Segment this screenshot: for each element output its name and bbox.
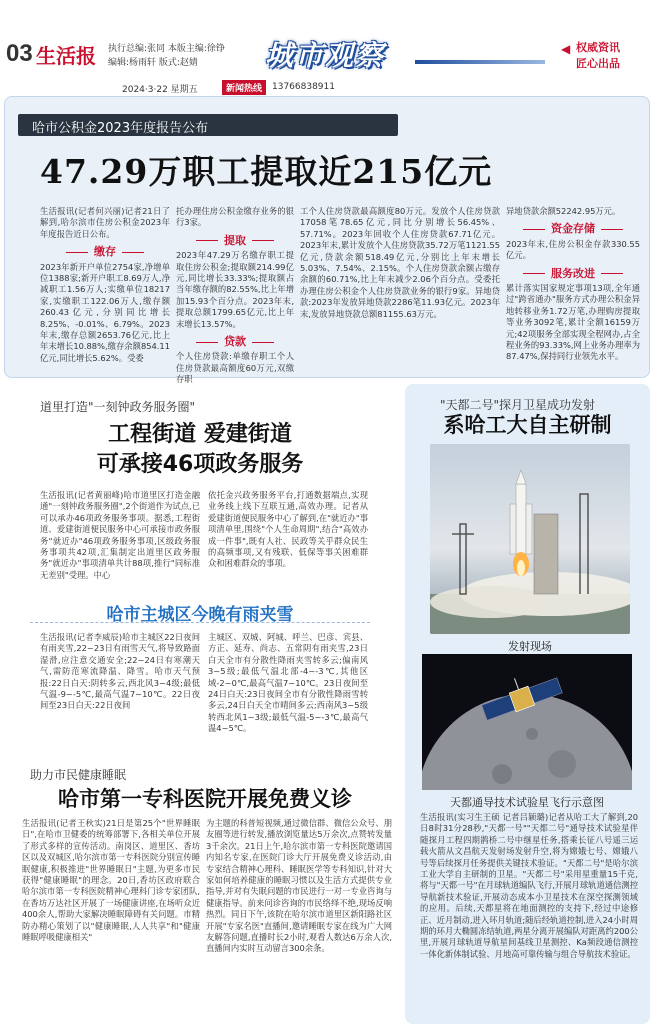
section-banner [265, 34, 555, 74]
hotline-number: 13766838911 [272, 82, 335, 92]
story1-kicker-bar [18, 114, 398, 136]
story1-savings-text: 2023年末,住房公积金存款330.55亿元。 [506, 238, 640, 261]
story2-kicker: 道里打造"一刻钟政务服务圈" [40, 400, 196, 414]
story1-lead: 生活报讯(记者何兴丽)记者21日了解到,哈尔滨市住房公积金2023年年度报告近日公布。 [40, 206, 170, 239]
slogan-arrow-icon: ◀ [561, 42, 571, 56]
story5-headline: 系哈工大自主研制 [443, 413, 612, 437]
story1-loan-text: 个人住房贷款:单缴存职工个人住房贷款最高额度60万元,双缴存职 [176, 351, 294, 385]
masthead [0, 0, 654, 95]
story5-kicker: "天都二号"探月卫星成功发射 [440, 398, 596, 412]
story1-column-4 [506, 206, 640, 363]
story3-column-1: 生活报讯(记者李威辰)哈市主城区22日夜间有雨夹雪,22~23日有雨雪天气,将导致路面湿滑,应注意交通安全;22~24日有寒潮天气,需防范寒流降温、降雪。哈市天气预报:22日白天:阴转多云,西北风3~4级;最低气温-9~-5℃,最高气温7~10℃。22日夜间至23日白天:22日夜间 [40, 632, 200, 711]
satellite-illustration [422, 654, 632, 790]
satellite-illustration-caption: 天都通导技术试验星飞行示意图 [450, 796, 604, 809]
story1-column-3 [300, 206, 500, 320]
story1-subhead-savings: 资金存储 [506, 223, 640, 234]
hotline-label: 新闻热线 [222, 80, 266, 95]
story1-subhead-deposit: 缴存 [40, 246, 170, 257]
page-number: 03 [6, 40, 33, 67]
story4-headline: 哈市第一专科医院开展免费义诊 [58, 787, 352, 811]
slogan [576, 40, 620, 72]
story1-column-1 [40, 206, 170, 364]
satellite-orbit-image [422, 654, 632, 790]
story5-column-1: 生活报讯(实习生王硕 记者吕颖璐)记者从哈工大了解到,20日8时31分28秒,"天都一号""天都二号"通导技术试验星伴随探月工程四期鹊桥二号中继星任务,搭乘长征八号遥三运载火箭从文昌航天发射场发射升空,将为嫦娥七号、嫦娥八号等后续探月任务提供关键技术验证。"天都二号"是哈尔滨工业大学自主研制的卫星。"天都二号"采用星重量15千克,将与"天都一号"在月球轨道编队飞行,开展月球轨道通信测控导航新技术验证,开展动态成本小卫星技术在深空探测领域的应用。后续,天都星将在地面测控的支持下,经过中途修正、近月制动,进入环月轨道;随后经轨道控制,进入24小时周期的环月大椭圆冻结轨道,两星分离开展编队对距离约200公里,开展月球轨道导航星间基线卫星测控、Ka频段通信测控一体化新体制试验、月地高可靠传输与组合导航技术验证。 [420, 812, 638, 959]
editor-line-1: 执行总编:张同 本版主编:徐铮 [108, 44, 225, 54]
story1-subhead-loan: 贷款 [176, 336, 294, 347]
slogan-line-1: 权威资讯 [576, 41, 620, 54]
story1-col4-text: 异地贷款余额52242.95万元。 [506, 206, 621, 216]
story1-subhead-withdraw: 提取 [176, 235, 294, 246]
story3-divider [30, 622, 370, 623]
slogan-line-2: 匠心出品 [576, 57, 620, 70]
editor-credits [108, 42, 225, 70]
story1-deposit-text: 2023年新开户单位2754家,净增单位1388家;新开户职工8.69万人,净减职工1.56万人;实缴单位18217家,实缴职工122.06万人,缴存额260.43亿元,分别同比增长8.25%、-0.01%、6.79%。2023年末,缴存总额2653.76亿元,比上年末增长10.88%,缴存余额854.11亿元,同比增长5.62%。受委 [40, 261, 170, 363]
story1-col2-text: 托办理住房公积金缴存业务的银行3家。 [176, 206, 294, 228]
story3-headline: 哈市主城区今晚有雨夹雪 [106, 605, 294, 625]
launch-photo-caption: 发射现场 [508, 640, 552, 653]
story2-headline-line-1: 工程街道 爱建街道 [108, 422, 292, 447]
story1-headline: 47.29万职工提取近215亿元 [40, 152, 493, 191]
newspaper-logo: 生活报 [36, 44, 96, 68]
story4-column-1: 生活报讯(记者王秋实)21日是第25个"世界睡眠日",在哈市卫健委的统筹部署下,各相关单位开展了形式多样的宣传活动。南岗区、道里区、香坊区以及双城区,哈尔滨市第一专科医院分别宣传睡眠健康,积极推进"世界睡眠日"主题,为更多市民获得"健康睡眠"的理念。20日,香坊区政府联合哈尔滨市第一专科医院精神心理科门诊专家团队,在香坊万达社区开展了一场健康讲座,在场听众近400余人,帮助大家解决睡眠障碍有关问题。市精防办精心策划了以"健康睡眠,人人共享"和"健康睡眠呼吸健康相关" [22, 818, 200, 943]
banner-decor-bar [415, 60, 545, 64]
story2-column-2: 依托金兴政务服务平台,打通数据端点,实现业务线上线下互联互通,高效办理。记者从爱建街道便民服务中心了解到,在"就近办"事项清单里,围绕"个人生命周期",结合"高效办成一件事",既有人社、民政等关乎群众民生的高频事项,又有残联、低保等事关困难群众和困难群众的事项。 [208, 490, 368, 569]
story1-column-2 [176, 206, 294, 386]
story2-column-1: 生活报讯(记者黄丽峰)哈市道里区打造金融通"一刻钟政务服务圈",2个街道作为试点,已可以承办46项政务服务事项。据悉,工程街道、爱建街道便民服务中心可承接市政务服务"就近办"46项政务服务事项,区级政务服务事项共42项,汇集制定出道里区政务服务"就近办"事项清单共计88项,推行"同标准无差别"受理。中心 [40, 490, 200, 580]
story2-headline-line-2: 可承接46项政务服务 [96, 452, 304, 477]
story1-withdraw-text: 2023年47.29万名缴存职工提取住房公积金;提取额214.99亿元,同比增长33.33%;提取额占当年缴存额的82.55%,比上年增加15.93个百分点。2023年末,提取总额1799.65亿元,比上年末增长13.57%。 [176, 250, 294, 329]
issue-date: 2024·3·22 星期五 [122, 85, 198, 95]
story3-column-2: 主城区、双城、阿城、呼兰、巴彦、宾县、方正、延寿、尚志、五常阴有雨夹雪,23日白天全市有分散性降雨夹雪转多云;偏南风3~5级;最低气温北部-4~-3℃,其他区域-2~0℃,最高气温7~10℃。23日夜间至24日白天:23日夜间全市有分散性降雨雪转多云,24日白天全市晴间多云;西南风3~5级转西北风1~3级;最低气温-5~-3℃,最高气温4~5℃。 [208, 632, 368, 734]
story1-kicker: 哈市公积金2023年度报告公布 [32, 121, 209, 136]
story2-headline [40, 420, 360, 480]
story4-column-2: 为主题的科普短视频,通过微信群、微信公众号、朋友圈等进行转发,播放浏览量达5万余次,点赞转发量3千余次。21日上午,哈尔滨市第一专科医院邀请国内知名专家,在医院门诊大厅开展免费义诊活动,由专家结合精神心理科、睡眠医学等专科知识,针对大家如何培养健康的睡眠习惯以及生活方式提供专业指导,并对有失眠问题的市民进行一对一专业咨询与健康指导。前来问诊咨询的市民络绎不绝,现场反响热烈。同日下午,该院在哈尔滨市道里区新阳路社区开展"专家名医"直播间,邀请睡眠专家在线为广大网友解答问题,直播时长2小时,观看人数达6万余人次,直播间内实时互动留言300余条。 [206, 818, 392, 954]
story1-subhead-service: 服务改进 [506, 268, 640, 279]
launch-photo [430, 444, 630, 634]
rocket-launch-image [430, 444, 630, 634]
story1-col3-text: 工个人住房贷款最高额度80万元。发放个人住房贷款17058笔78.65亿元,同比分别增长56.45%、57.71%。2023年回收个人住房贷款67.71亿元。2023年末,累计发放个人住房贷款35.72万笔1121.55亿元,贷款余额518.49亿元,分别比上年末增长5.03%、7.54%、2.15%。个人住房贷款余额占缴存余额的60.71%,比上年末减少2.06个百分点。受委托办理住房公积金个人住房贷款业务的银行9家。异地贷款:2023年发放异地贷款2286笔11.93亿元。2023年末,发放异地贷款总额81155.63万元。 [300, 206, 500, 319]
story1-service-text: 累计落实国家规定事项13项,全年通过"跨省通办"服务方式办理公积金异地转移业务1.72万笔,办理购房提取等业务3092笔,累计全额16159万元;42项服务全部实现全程网办,占全程业务的93.33%,网上业务办理率为87.47%,保持同行业领先水平。 [506, 283, 640, 362]
section-banner-title: 城市观察 [265, 39, 386, 72]
editor-line-2: 编辑:杨雨轩 版式:赵婧 [108, 58, 198, 68]
story4-kicker: 助力市民健康睡眠 [30, 768, 127, 782]
